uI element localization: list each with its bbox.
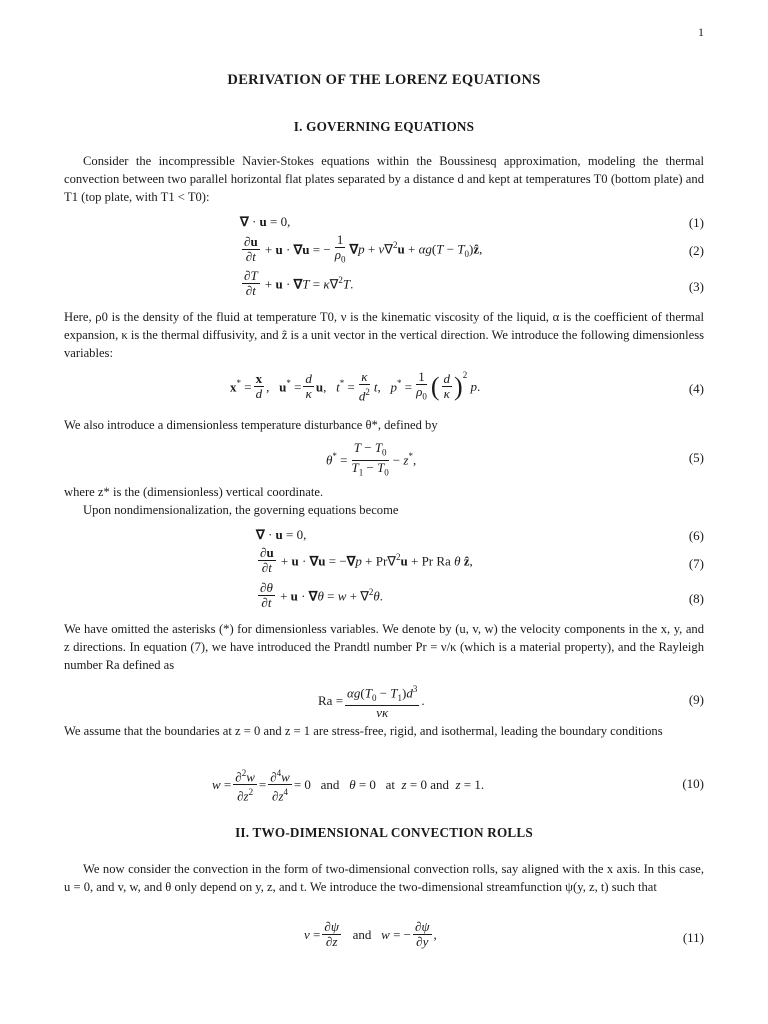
equation-number-7: (7) — [688, 556, 704, 571]
paragraph-nondimensionalization: Upon nondimensionalization, the governing equations become — [83, 503, 399, 517]
equation-number-2: (2) — [688, 243, 704, 258]
equation-10: w = $\frac{\partial^2w}{\partial z^2}$ = $\frac{\partial^4w}{\partial z^4}$ = 0 and θ = 0 at z = 0 and z = 1. — [212, 768, 485, 804]
equation-number-9: (9) — [688, 692, 704, 707]
equation-number-10: (10) — [682, 776, 704, 791]
equation-number-11: (11) — [682, 930, 704, 945]
equation-number-4: (4) — [688, 381, 704, 396]
equation-4: x* = $\frac{x}{d}$ , u* = $\frac{d}{\kappa}$ u, t* = $\frac{\kappa}{d^2}$ t, p* = $\frac{1}{\rho_0}$ ( $\frac{d}{\kappa}$ ) $^2$ p. — [230, 369, 481, 404]
paragraph-vertical-coordinate: where z* is the (dimensionless) vertical coordinate. — [64, 485, 324, 499]
equation-6: ∇ · u = 0, — [256, 527, 307, 542]
equation-5: θ* = $\frac{T - T_0}{T_1 - T_0}$ − z*, — [326, 440, 417, 478]
paragraph-intro: Consider the incompressible Navier-Stokes equations within the Boussinesq approximation, modeling the thermal convection between two parallel horizontal flat plates separated by a distance d and kept at temperatures T0 (bottom plate) and T1 (top plate, with T1 < T0): — [64, 154, 704, 205]
equation-1: ∇ · u = 0, — [240, 214, 291, 229]
paragraph-definitions: Here, ρ0 is the density of the fluid at temperature T0, ν is the kinematic viscosity of the liquid, α is the coefficient of thermal expansion, κ is the thermal diffusivity, and ẑ is a unit vector in the vertical direction. We introduce the following dimensionless variables: — [64, 310, 704, 361]
equation-8: $\frac{\partial\theta}{\partial t}$ + u · ∇θ = w + ∇$^2$θ. — [260, 580, 384, 610]
equation-number-1: (1) — [688, 215, 704, 230]
equation-number-6: (6) — [688, 528, 704, 543]
page-number: 1 — [698, 25, 704, 39]
equation-number-5: (5) — [688, 450, 704, 465]
equation-2: $\frac{\partial u}{\partial t}$ + u · ∇u = − $\frac{1}{\rho_0}$ $\nabla p + \nu\nabla^2u + \alpha g(T - T_0)ẑ$, — [244, 232, 483, 265]
paragraph-boundaries: We assume that the boundaries at z = 0 and z = 1 are stress-free, rigid, and isothermal, leading the boundary conditions — [64, 724, 663, 738]
paragraph-temperature-disturbance: We also introduce a dimensionless temperature disturbance θ*, defined by — [64, 418, 438, 432]
paper-title: DERIVATION OF THE LORENZ EQUATIONS — [227, 72, 541, 88]
section-heading-governing-equations: I. GOVERNING EQUATIONS — [293, 119, 475, 134]
paragraph-convection-rolls: We now consider the convection in the form of two-dimensional convection rolls, say aligned with the x axis. In this case, u = 0, and v, w, and θ only depend on y, z, and t. We introduce the two-dimensional streamfunction ψ(y, z, t) such that — [64, 862, 704, 895]
equation-number-8: (8) — [688, 591, 704, 606]
section-heading-convection-rolls: II. TWO-DIMENSIONAL CONVECTION ROLLS — [235, 825, 533, 840]
equation-9: Ra = $\frac{\alpha g(T_0 - T_1)d^3}{\nu\kappa}$ . — [318, 684, 425, 720]
paragraph-prandtl-rayleigh: We have omitted the asterisks (*) for dimensionless variables. We denote by (u, v, w) the velocity components in the x, y, and z directions. In equation (7), we have introduced the Prandtl number Pr = ν/κ (which is a material property), and the Rayleigh number Ra defined as — [64, 622, 704, 673]
equation-number-3: (3) — [688, 279, 704, 294]
equation-3: $\frac{\partial T}{\partial t}$ + u · ∇T = κ∇$^2$T. — [244, 268, 354, 298]
equation-11: v = $\frac{\partial\psi}{\partial z}$ and w = − $\frac{\partial\psi}{\partial y}$ , — [304, 919, 437, 949]
equation-7: $\frac{\partial u}{\partial t}$ + u · ∇u = −∇p + Pr∇$^2$u + Pr Ra θ ẑ, — [260, 545, 473, 575]
